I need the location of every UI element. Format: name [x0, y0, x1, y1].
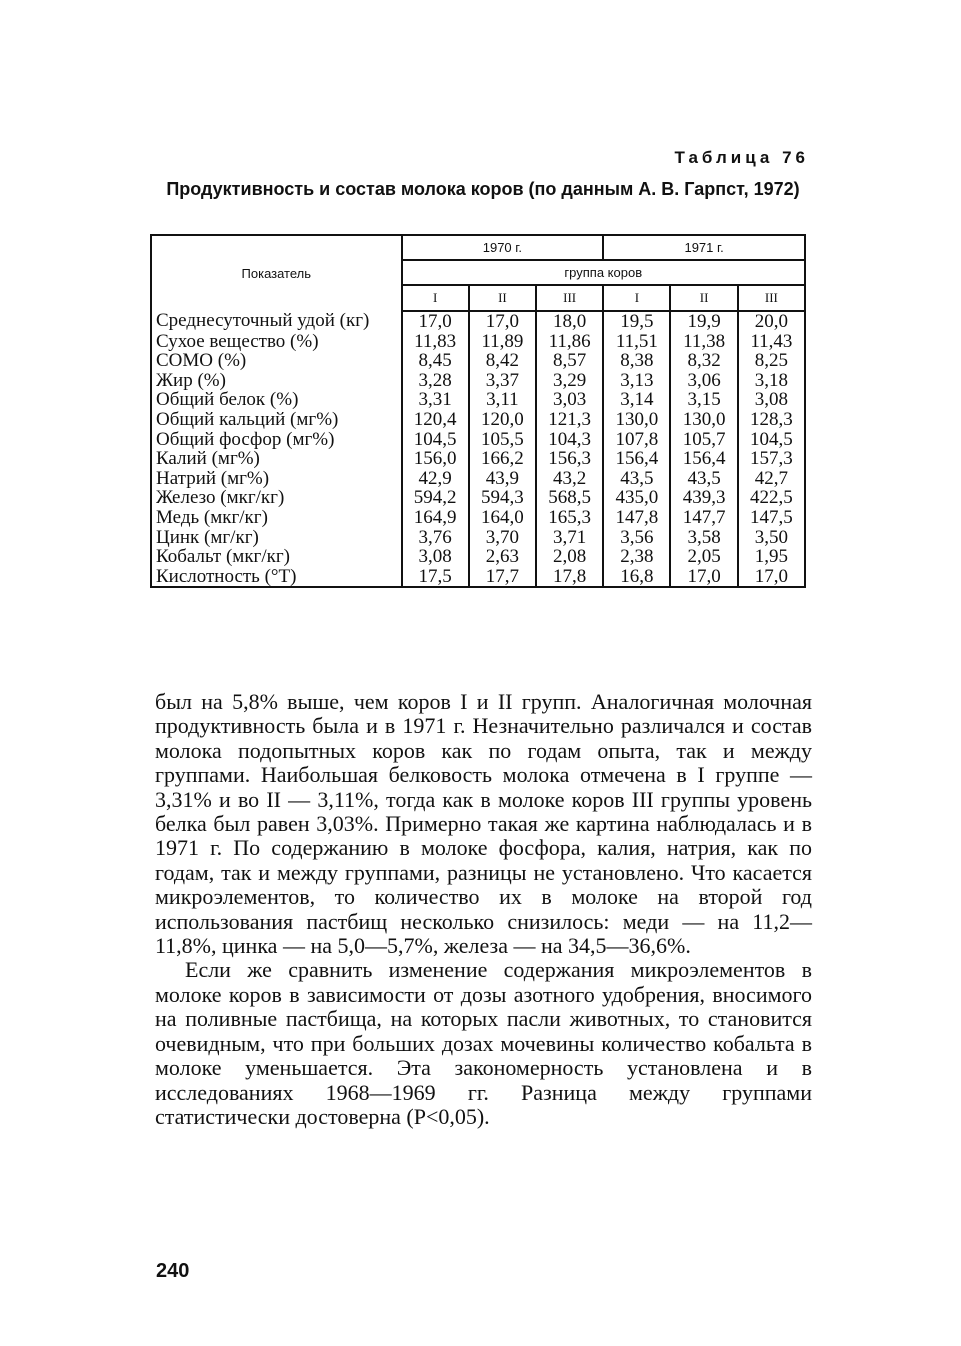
table-cell: 8,42	[469, 351, 536, 371]
row-label: Общий кальций (мг%)	[151, 410, 402, 430]
table-cell: 3,06	[670, 371, 737, 391]
table-cell: 11,86	[536, 332, 603, 352]
table-cell: 156,3	[536, 449, 603, 469]
table-cell: 17,0	[670, 567, 737, 588]
table-cell: 147,8	[603, 508, 670, 528]
table-row	[151, 351, 805, 371]
table-cell: 3,29	[536, 371, 603, 391]
table-row	[151, 488, 805, 508]
table-cell: 42,9	[402, 469, 469, 489]
row-label: Жир (%)	[151, 371, 402, 391]
table-row	[151, 430, 805, 450]
table-cell: 156,0	[402, 449, 469, 469]
table-row	[151, 547, 805, 567]
table-cell: 3,15	[670, 390, 737, 410]
table-cell: 3,70	[469, 528, 536, 548]
table-cell: 11,43	[750, 330, 793, 352]
table-cell: 3,37	[469, 371, 536, 391]
table-cell: 11,89	[469, 332, 536, 352]
table-cell: 19,5	[603, 311, 670, 332]
table-cell: 435,0	[603, 488, 670, 508]
table-cell: 3,08	[402, 547, 469, 567]
row-label: СОМО (%)	[151, 351, 402, 371]
table-cell: 8,45	[402, 351, 469, 371]
table-cell: 17,8	[536, 567, 603, 588]
table-cell: 3,71	[536, 528, 603, 548]
table-row	[151, 469, 805, 489]
table-cell: 3,03	[536, 390, 603, 410]
group-col-header: II	[469, 285, 536, 311]
table-cell: 3,11	[469, 390, 536, 410]
table-cell: 422,5	[749, 487, 793, 509]
table-cell: 3,08	[754, 389, 788, 411]
indicator-header: Показатель	[151, 235, 402, 311]
table-row	[151, 528, 805, 548]
group-col-header: II	[670, 285, 737, 311]
row-label: Общий фосфор (мг%)	[151, 430, 402, 450]
table-cell: 3,58	[670, 528, 737, 548]
table-cell: 594,3	[469, 488, 536, 508]
table-cell: 3,76	[402, 528, 469, 548]
table-cell: 128,3	[749, 408, 793, 430]
table-cell: 3,13	[603, 371, 670, 391]
paragraph-1: был на 5,8% выше, чем коров I и II групп. Аналогичная молочная продуктивность была и в 1971 г. Незначительно различался и состав молока подопытных коров как по годам опыта, так и между группами. Наибольшая белковость молока отмечена в I группе — 3,31% и во II — 3,11%, тогда как в молоке коров III группы уровень белка был равен 3,03%. Примерно такая же картина наблюдалась и в 1971 г. По содержанию в молоке фосфора, калия, натрия, как по годам, так и между группами, разницы не установлено. Что касается микроэлементов, то количество их в молоке на второй год использования пастбищ несколько снизилось: меди — на 11,2—11,8%, цинка — на 5,0—5,7%, железа — на 34,5—36,6%.	[155, 689, 812, 959]
row-label: Медь (мкг/кг)	[151, 508, 402, 528]
row-label: Калий (мг%)	[151, 449, 402, 469]
table-row	[151, 332, 805, 352]
table-cell: 11,83	[402, 332, 469, 352]
row-label: Общий белок (%)	[151, 390, 402, 410]
table-caption: Таблица 76	[674, 148, 809, 167]
table-cell: 568,5	[536, 488, 603, 508]
table-cell: 11,38	[670, 332, 737, 352]
table-cell: 43,2	[536, 469, 603, 489]
table-cell: 166,2	[469, 449, 536, 469]
table-cell: 17,0	[402, 311, 469, 332]
table-cell: 3,14	[603, 390, 670, 410]
table-cell: 157,3	[749, 448, 793, 470]
table-row	[151, 567, 805, 588]
table-cell: 3,31	[402, 390, 469, 410]
table-row	[151, 508, 805, 528]
table-cell: 17,5	[402, 567, 469, 588]
table-row	[151, 311, 805, 332]
table-cell: 18,0	[536, 311, 603, 332]
row-label: Кобальт (мкг/кг)	[151, 547, 402, 567]
table-cell: 594,2	[402, 488, 469, 508]
group-col-header: III	[738, 285, 805, 311]
year-header-1970: 1970 г.	[402, 235, 604, 260]
table-cell: 8,25	[754, 350, 788, 372]
table-row	[151, 410, 805, 430]
table-cell: 156,4	[603, 449, 670, 469]
body-text	[155, 690, 812, 1129]
row-label: Среднесуточный удой (кг)	[151, 311, 402, 332]
table-cell: 105,5	[469, 430, 536, 450]
table-cell: 42,7	[754, 467, 788, 489]
row-label: Натрий (мг%)	[151, 469, 402, 489]
table-cell: 2,63	[469, 547, 536, 567]
data-table	[150, 234, 806, 588]
table-cell: 120,0	[469, 410, 536, 430]
table-row	[151, 449, 805, 469]
group-col-header: III	[536, 285, 603, 311]
paragraph-2: Если же сравнить изменение содержания микроэлементов в молоке коров в зависимости от дозы азотного удобрения, вносимого на поливные пастбища, на которых пасли животных, то становится очевидным, что при больших дозах мочевины количество кобальта в молоке уменьшается. Эта закономерность установлена и в исследованиях 1968—1969 гг. Разница между группами статистически достоверна (P<0,05).	[155, 957, 812, 1129]
table-cell: 3,18	[754, 369, 788, 391]
table-cell: 8,57	[536, 351, 603, 371]
table-cell: 8,32	[670, 351, 737, 371]
table-cell: 147,5	[749, 506, 793, 528]
group-col-header: I	[402, 285, 469, 311]
table-cell: 105,7	[670, 430, 737, 450]
table-cell: 130,0	[603, 410, 670, 430]
table-cell: 43,5	[670, 469, 737, 489]
table-cell: 16,8	[603, 567, 670, 588]
table-cell: 104,3	[536, 430, 603, 450]
table-cell: 164,9	[402, 508, 469, 528]
table-cell: 17,7	[469, 567, 536, 588]
row-label: Цинк (мг/кг)	[151, 528, 402, 548]
table-cell: 156,4	[670, 449, 737, 469]
group-col-header: I	[603, 285, 670, 311]
table-cell: 43,9	[469, 469, 536, 489]
table-cell: 43,5	[603, 469, 670, 489]
table-cell: 17,0	[754, 565, 788, 587]
table-cell: 165,3	[536, 508, 603, 528]
table-cell: 107,8	[603, 430, 670, 450]
table-cell: 104,5	[402, 430, 469, 450]
table-title: Продуктивность и состав молока коров (по данным А. В. Гарпст, 1972)	[166, 179, 800, 199]
table-cell: 1,95	[754, 546, 788, 568]
table-cell: 3,28	[402, 371, 469, 391]
table-row	[151, 390, 805, 410]
group-header: группа коров	[402, 260, 805, 285]
table-cell: 164,0	[469, 508, 536, 528]
table-cell: 3,50	[754, 526, 788, 548]
table-cell: 130,0	[670, 410, 737, 430]
row-label: Кислотность (°Т)	[151, 567, 402, 588]
year-header-1971: 1971 г.	[603, 235, 805, 260]
table-cell: 104,5	[749, 428, 793, 450]
table-row	[151, 371, 805, 391]
table-cell: 147,7	[670, 508, 737, 528]
table-cell: 20,0	[754, 311, 788, 332]
table-cell: 17,0	[469, 311, 536, 332]
table-cell: 120,4	[402, 410, 469, 430]
table-cell: 2,38	[603, 547, 670, 567]
table-cell: 121,3	[536, 410, 603, 430]
table-cell: 8,38	[603, 351, 670, 371]
row-label: Сухое вещество (%)	[151, 332, 402, 352]
table-cell: 439,3	[670, 488, 737, 508]
row-label: Железо (мкг/кг)	[151, 488, 402, 508]
table-cell: 2,05	[670, 547, 737, 567]
table-cell: 11,51	[603, 332, 670, 352]
table-cell: 2,08	[536, 547, 603, 567]
page-number: 240	[156, 1260, 190, 1282]
table-cell: 3,56	[603, 528, 670, 548]
table-cell: 19,9	[670, 311, 737, 332]
